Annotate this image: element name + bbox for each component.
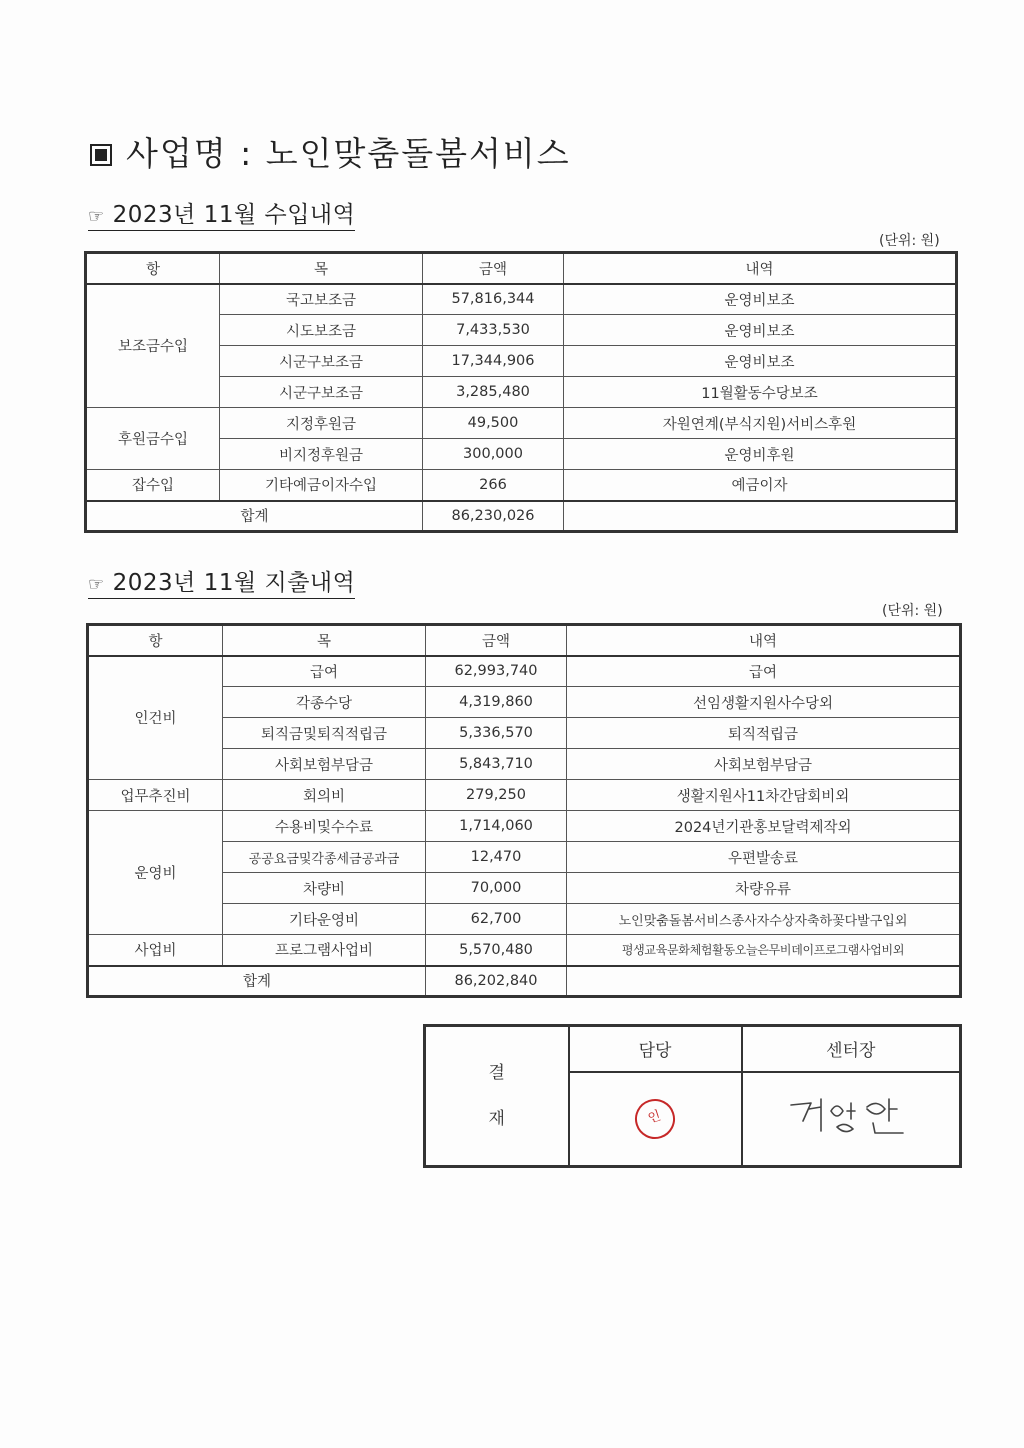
total-label: 합계 [86,501,423,532]
column-header: 목 [223,625,426,656]
item-cell: 급여 [223,656,426,687]
description-cell: 자원연계(부식지원)서비스후원 [564,408,957,439]
item-cell: 차량비 [223,873,426,904]
approval-header-director: 센터장 [742,1026,961,1072]
amount-cell: 5,570,480 [426,935,567,966]
total-amount: 86,202,840 [426,966,567,997]
approval-header-manager: 담당 [569,1026,742,1072]
category-cell: 인건비 [88,656,223,780]
approval-label-bottom: 재 [488,1109,505,1129]
category-cell: 사업비 [88,935,223,966]
amount-cell: 5,843,710 [426,749,567,780]
total-description-cell [564,501,957,532]
amount-cell: 62,993,740 [426,656,567,687]
item-cell: 각종수당 [223,687,426,718]
pointing-hand-icon: ☞ [88,574,105,595]
item-cell: 비지정후원금 [220,439,423,470]
item-cell: 회의비 [223,780,426,811]
approval-label-top: 결 [488,1063,505,1083]
description-cell: 예금이자 [564,470,957,501]
description-cell: 우편발송료 [567,842,961,873]
category-cell: 업무추진비 [88,780,223,811]
amount-cell: 49,500 [423,408,564,439]
amount-cell: 7,433,530 [423,315,564,346]
item-cell: 기타예금이자수입 [220,470,423,501]
amount-cell: 57,816,344 [423,284,564,315]
seal-stamp-icon: 인 [630,1094,680,1144]
page-title-text: 사업명 : 노인맞춤돌봄서비스 [126,134,571,173]
description-cell: 2024년기관홍보달력제작외 [567,811,961,842]
table-row [88,656,961,687]
filled-square-icon [90,144,112,166]
income-section-heading [88,196,355,231]
approval-label-cell [425,1026,569,1167]
table-header-row [88,625,961,656]
amount-cell: 70,000 [426,873,567,904]
description-cell: 운영비후원 [564,439,957,470]
table-header-row [86,253,957,284]
item-cell: 시도보조금 [220,315,423,346]
column-header: 금액 [423,253,564,284]
total-description-cell [567,966,961,997]
pointing-hand-icon: ☞ [88,206,105,227]
amount-cell: 62,700 [426,904,567,935]
item-cell: 수용비및수수료 [223,811,426,842]
description-cell: 퇴직적립금 [567,718,961,749]
column-header: 항 [88,625,223,656]
amount-cell: 1,714,060 [426,811,567,842]
manager-stamp-cell [569,1072,742,1167]
description-cell: 차량유류 [567,873,961,904]
amount-cell: 266 [423,470,564,501]
item-cell: 지정후원금 [220,408,423,439]
expense-heading-text: 2023년 11월 지출내역 [112,570,356,596]
description-cell: 11월활동수당보조 [564,377,957,408]
table-row [88,811,961,842]
income-table [84,251,958,533]
expense-table [86,623,962,998]
amount-cell: 3,285,480 [423,377,564,408]
item-cell: 시군구보조금 [220,346,423,377]
total-row [86,501,957,532]
column-header: 금액 [426,625,567,656]
signature-icon [781,1091,921,1141]
amount-cell: 279,250 [426,780,567,811]
income-unit-label: (단위: 원) [879,233,940,249]
table-row [88,935,961,966]
description-cell: 생활지원사11차간담회비외 [567,780,961,811]
description-cell: 평생교육문화체험활동오늘은무비데이프로그램사업비외 [567,935,961,966]
table-row [86,284,957,315]
description-cell: 운영비보조 [564,315,957,346]
item-cell: 사회보험부담금 [223,749,426,780]
column-header: 내역 [567,625,961,656]
approval-box [423,1024,962,1168]
director-signature-cell [742,1072,961,1167]
description-cell: 운영비보조 [564,346,957,377]
amount-cell: 300,000 [423,439,564,470]
item-cell: 기타운영비 [223,904,426,935]
column-header: 항 [86,253,220,284]
table-row [86,470,957,501]
description-cell: 사회보험부담금 [567,749,961,780]
page-title [90,128,571,175]
amount-cell: 5,336,570 [426,718,567,749]
category-cell: 운영비 [88,811,223,935]
table-row [86,408,957,439]
description-cell: 운영비보조 [564,284,957,315]
item-cell: 프로그램사업비 [223,935,426,966]
total-amount: 86,230,026 [423,501,564,532]
income-heading-text: 2023년 11월 수입내역 [112,202,356,228]
amount-cell: 4,319,860 [426,687,567,718]
column-header: 내역 [564,253,957,284]
item-cell: 퇴직금및퇴직적립금 [223,718,426,749]
amount-cell: 12,470 [426,842,567,873]
table-row [88,780,961,811]
expense-unit-label: (단위: 원) [882,603,943,619]
expense-section-heading [88,564,355,599]
amount-cell: 17,344,906 [423,346,564,377]
total-label: 합계 [88,966,426,997]
category-cell: 보조금수입 [86,284,220,408]
total-row [88,966,961,997]
category-cell: 후원금수입 [86,408,220,470]
category-cell: 잡수입 [86,470,220,501]
description-cell: 선임생활지원사수당외 [567,687,961,718]
item-cell: 공공요금및각종세금공과금 [223,842,426,873]
description-cell: 급여 [567,656,961,687]
description-cell: 노인맞춤돌봄서비스종사자수상자축하꽃다발구입외 [567,904,961,935]
item-cell: 시군구보조금 [220,377,423,408]
item-cell: 국고보조금 [220,284,423,315]
column-header: 목 [220,253,423,284]
